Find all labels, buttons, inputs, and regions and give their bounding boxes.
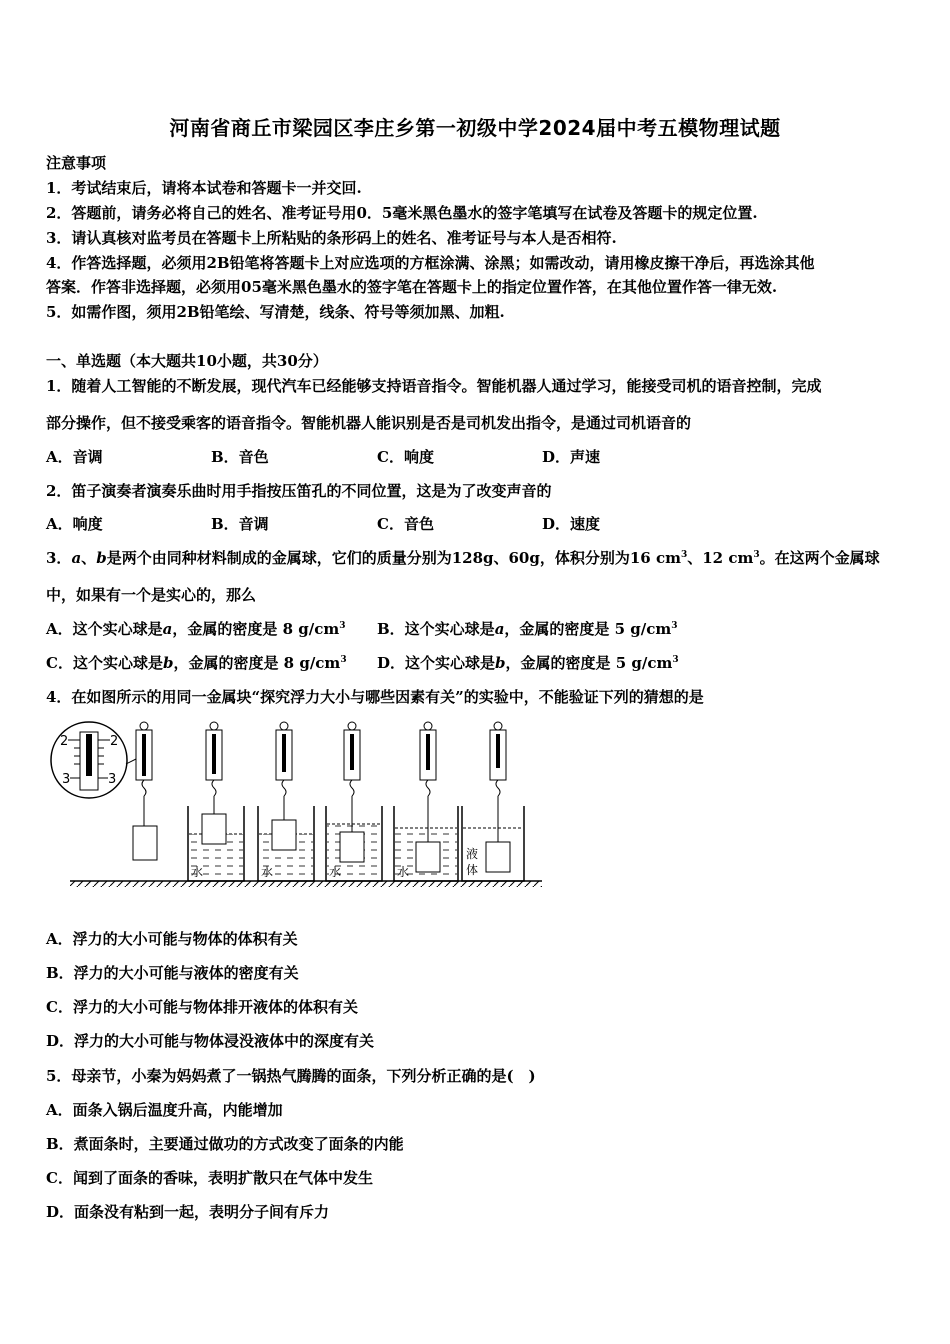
notice-item: 答案．作答非选择题，必须用05毫米黑色墨水的签字笔在答题卡上的指定位置作答，在其他位置作答一律无效.	[46, 278, 778, 296]
page-title: 河南省商丘市梁园区李庄乡第一初级中学2024届中考五模物理试题	[169, 116, 781, 140]
scale-label: 3	[108, 772, 117, 787]
metal-block	[416, 842, 440, 872]
spring-scale-water-full-deep	[394, 722, 458, 881]
q4-option-a[interactable]: A．浮力的大小可能与物体的体积有关	[46, 930, 298, 948]
scale-label: 2	[110, 734, 119, 749]
q4-option-c[interactable]: C．浮力的大小可能与物体排开液体的体积有关	[46, 998, 358, 1016]
water-label: 水	[329, 865, 342, 879]
q1-option-a[interactable]: A．音调	[46, 448, 103, 466]
q3-option-b[interactable]: B．这个实心球是a，金属的密度是 5 $g/cm^3$	[377, 620, 678, 638]
question-3-text: 中，如果有一个是实心的，那么	[46, 586, 257, 604]
section-heading: 一、单选题（本大题共10小题，共30分）	[46, 352, 328, 370]
q2-option-d[interactable]: D．速度	[542, 515, 601, 533]
question-3-text: 3．a、b是两个由同种材料制成的金属球，它们的质量分别为128g、60g，体积分别为16 $cm^3$、12 $cm^3$。在这两个金属球	[46, 549, 880, 567]
question-2-text: 2．笛子演奏者演奏乐曲时用手指按压笛孔的不同位置，这是为了改变声音的	[46, 482, 552, 500]
notice-heading: 注意事项	[46, 154, 107, 172]
q5-option-b[interactable]: B．煮面条时，主要通过做功的方式改变了面条的内能	[46, 1135, 404, 1153]
notice-item: 1．考试结束后，请将本试卷和答题卡一并交回.	[46, 179, 362, 197]
q4-option-b[interactable]: B．浮力的大小可能与液体的密度有关	[46, 964, 299, 982]
q2-option-b[interactable]: B．音调	[211, 515, 269, 533]
liquid-label: 体	[466, 863, 479, 877]
water-label: 水	[191, 865, 204, 879]
notice-item: 5．如需作图，须用2B铅笔绘、写清楚，线条、符号等须加黑、加粗.	[46, 303, 505, 321]
spring-scale-water-full-shallow	[326, 722, 382, 881]
ground-hatch	[70, 881, 542, 887]
notice-item: 3．请认真核对监考员在答题卡上所粘贴的条形码上的姓名、准考证号与本人是否相符.	[46, 229, 617, 247]
q2-option-a[interactable]: A．响度	[46, 515, 103, 533]
q1-option-c[interactable]: C．响度	[377, 448, 434, 466]
question-1-text: 部分操作，但不接受乘客的语音指令。智能机器人能识别是否是司机发出指令，是通过司机语音的	[46, 414, 692, 432]
water-label: 水	[397, 865, 410, 879]
question-4-text: 4．在如图所示的用同一金属块“探究浮力大小与哪些因素有关”的实验中，不能验证下列的猜想的是	[46, 688, 704, 706]
notice-item: 2．答题前，请务必将自己的姓名、准考证号用0．5毫米黑色墨水的签字笔填写在试卷及答题卡的规定位置.	[46, 204, 758, 222]
metal-block	[486, 842, 510, 872]
buoyancy-experiment-figure	[46, 718, 546, 890]
scale-label: 3	[62, 772, 71, 787]
metal-block	[133, 826, 157, 860]
spring-scale-water-half	[258, 722, 314, 881]
spring-scale-liquid	[462, 722, 524, 881]
metal-block	[272, 820, 296, 850]
question-1-text: 1．随着人工智能的不断发展，现代汽车已经能够支持语音指令。智能机器人通过学习，能接受司机的语音控制，完成	[46, 377, 822, 395]
q4-option-d[interactable]: D．浮力的大小可能与物体浸没液体中的深度有关	[46, 1032, 375, 1050]
q5-option-d[interactable]: D．面条没有粘到一起，表明分子间有斥力	[46, 1203, 330, 1221]
spring-scale-air	[133, 722, 157, 860]
q2-option-c[interactable]: C．音色	[377, 515, 434, 533]
scale-label: 2	[60, 734, 69, 749]
q1-option-b[interactable]: B．音色	[211, 448, 269, 466]
spring-scale-water-partial	[188, 722, 244, 881]
q3-option-a[interactable]: A．这个实心球是a，金属的密度是 8 $g/cm^3$	[46, 620, 346, 638]
metal-block	[340, 832, 364, 862]
q5-option-c[interactable]: C．闻到了面条的香味，表明扩散只在气体中发生	[46, 1169, 373, 1187]
q3-option-d[interactable]: D．这个实心球是b，金属的密度是 5 $g/cm^3$	[377, 654, 679, 672]
magnified-scale-detail	[51, 722, 138, 798]
notice-item: 4．作答选择题，必须用2B铅笔将答题卡上对应选项的方框涂满、涂黑；如需改动，请用橡皮擦干净后，再选涂其他	[46, 254, 815, 272]
metal-block	[202, 814, 226, 844]
liquid-label: 液	[466, 847, 479, 861]
q1-option-d[interactable]: D．声速	[542, 448, 601, 466]
question-5-text: 5．母亲节，小秦为妈妈煮了一锅热气腾腾的面条，下列分析正确的是( )	[46, 1067, 536, 1085]
q5-option-a[interactable]: A．面条入锅后温度升高，内能增加	[46, 1101, 283, 1119]
q3-option-c[interactable]: C．这个实心球是b，金属的密度是 8 $g/cm^3$	[46, 654, 347, 672]
water-label: 水	[261, 865, 274, 879]
